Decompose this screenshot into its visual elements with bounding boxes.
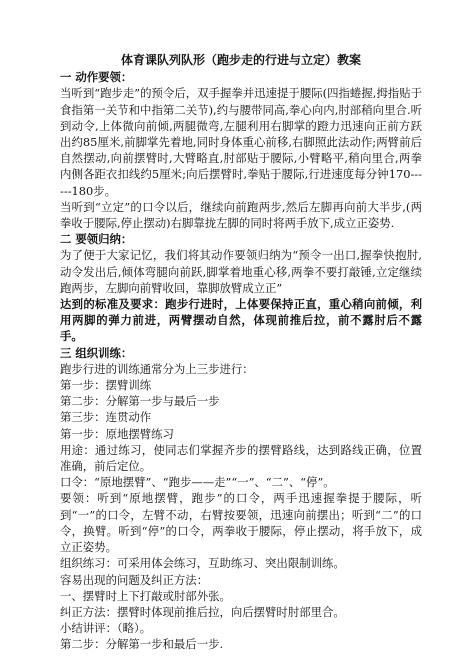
training-line: 用途：通过练习，使同志们掌握齐步的摆臂路线，达到路线正确，位置准确，前后定位。 [60,442,422,474]
paragraph-summary: 为了便于大家记忆，我们将其动作要领归纳为“预令一出口,握拳快抱肘,动令发出后,倾体弯腿向前跃,脚掌着地重心移,两拳不要打敲锤,立定继续跑两步，左脚向前臂收回，靠脚放臂成立正” [60,248,422,295]
paragraph-standards: 达到的标准及要求：跑步行进时，上体要保持正直，重心稍向前倾，利用两脚的弹力前进，两臂摆动自然，体现前推后拉，前不露肘后不露手。 [60,297,422,344]
document-title: 体育课队列队形（跑步走的行进与立定）教案 [120,53,361,67]
paragraph-halt: 当听到“立定”的口令以后，继续向前跑两步,然后左脚再向前大半步,(两拳收于腰际,停止摆动)右脚靠拢左脚的同时将两手放下,成立正姿势. [60,199,422,231]
training-line: 容易出现的问题及纠正方法： [60,572,209,587]
training-line: 第二步：分解第一步和最后一步. [60,637,224,652]
section-heading-3: 三 组织训练： [60,345,133,360]
training-line: 第三步：连贯动作 [60,410,152,425]
training-line: 组织练习：可采用体会练习，互助练习、突出限制训练。 [60,556,345,571]
paragraph-action-essentials: 当听到“跑步走”的预令后，双手握拳并迅速提于腰际(四指蜷握,拇指贴于食指第一关节和中指第二关节),约与腰带同高,拳心向内,肘部稍向里合.听到动令,上体微向前倾,两腿微弯,左腿利用右脚掌的蹬力迅速向正前方跃出约85厘米,前脚掌先着地,同时身体重心前移,右脚照此法动作;两臂前后自然摆动,向前摆臂时,大臂略直,肘部贴于腰际,小臂略平,稍向里合,两拳内侧各距衣扣线约5厘米;向后摆臂时,拳贴于腰际,行进速度每分钟170------180步。 [60,86,422,198]
training-line: 第二步：分解第一步与最后一步 [60,394,220,409]
training-line: 要领：听到“原地摆臂，跑步”的口令，两手迅速握拳提于腰际，听到“一”的口令，左臂不动，右臂按要领，迅速向前摆出；听到“二”的口令，换臂。听到“停”的口令，两拳收于腰际，停止摆动，将手放下，成立正姿势。 [60,491,422,555]
training-line: 小结讲评：（略）。 [60,621,152,636]
training-line: 第一步：摆臂训练 [60,378,152,393]
document-page [60,52,422,653]
section-heading-2: 二 要领归纳： [60,232,133,247]
section-heading-1: 一 动作要领： [60,70,133,85]
training-line: 纠正方法：摆臂时体现前推后拉，向后摆臂时肘部里合。 [60,604,345,619]
training-line: 口令：“原地摆臂”、“跑步——走”“一”、“二”、“停”。 [60,475,335,490]
training-line: 一、摆臂时上下打敲或肘部外张。 [60,588,231,603]
training-line: 第一步：原地摆臂练习 [60,426,174,441]
training-line: 跑步行进的训练通常分为上三步进行： [60,361,254,376]
